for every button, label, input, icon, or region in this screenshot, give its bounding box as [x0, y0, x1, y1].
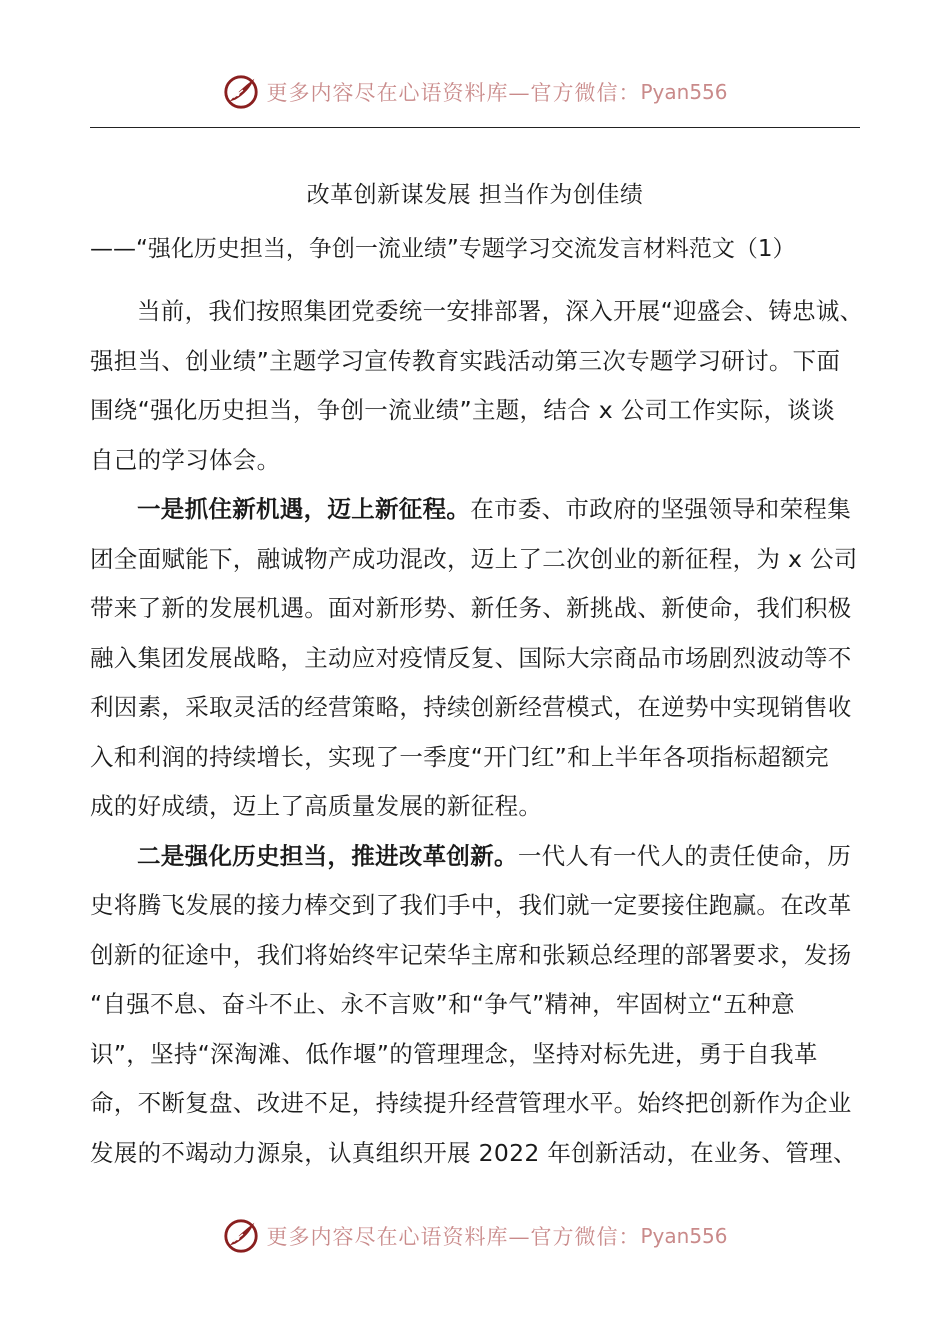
paragraph-second-point [90, 832, 860, 1179]
quill-logo-icon [222, 1217, 260, 1255]
document-title: 改革创新谋发展 担当作为创佳绩 [306, 182, 644, 208]
text-line [90, 980, 860, 1030]
line-text: 创新的征途中，我们将始终牢记荣华主席和张颖总经理的部署要求，发扬 [90, 940, 852, 969]
paragraph-first-point [90, 485, 860, 832]
line-text: 强担当、创业绩”主题学习宣传教育实践活动第三次专题学习研讨。下面 [90, 346, 841, 375]
footer-banner-text: 更多内容尽在心语资料库—官方微信： [266, 1225, 641, 1249]
text-line [90, 1079, 860, 1129]
line-text: 融入集团发展战略，主动应对疫情反复、国际大宗商品市场剧烈波动等不 [90, 643, 852, 672]
header-banner [0, 72, 950, 112]
text-line [90, 881, 860, 931]
header-banner-text: 更多内容尽在心语资料库—官方微信： [266, 81, 641, 105]
text-line [90, 931, 860, 981]
line-text: 发展的不竭动力源泉，认真组织开展 2022 年创新活动，在业务、管理、 [90, 1138, 857, 1167]
text-line [90, 1129, 860, 1179]
quill-logo-icon [222, 73, 260, 111]
text-line [90, 832, 860, 882]
line-text: 入和利润的持续增长，实现了一季度“开门红”和上半年各项指标超额完 [90, 742, 829, 771]
line-text: 当前，我们按照集团党委统一安排部署，深入开展“迎盛会、铸忠诚、 [137, 297, 864, 325]
paragraph-lead: 一是抓住新机遇，迈上新征程。 [137, 495, 471, 523]
line-text: 团全面赋能下，融诚物产成功混改，迈上了二次创业的新征程，为 x 公司 [90, 544, 858, 573]
text-line [90, 535, 860, 585]
text-line [90, 683, 860, 733]
line-text: 一代人有一代人的责任使命，历 [517, 841, 852, 870]
footer-banner-code: Pyan556 [640, 1224, 728, 1248]
text-line [90, 1030, 860, 1080]
text-line [90, 436, 860, 486]
line-text: “自强不息、奋斗不止、永不言败”和“争气”精神，牢固树立“五种意 [90, 990, 795, 1018]
text-line [90, 287, 864, 337]
header-banner-code: Pyan556 [640, 80, 728, 104]
paragraph-lead: 二是强化历史担当，推进改革创新。 [137, 841, 518, 870]
line-text: 命，不断复盘、改进不足，持续提升经营管理水平。始终把创新作为企业 [90, 1089, 852, 1117]
text-line [90, 634, 860, 684]
header-divider [90, 127, 860, 128]
text-line [90, 485, 860, 535]
line-text: 利因素，采取灵活的经营策略，持续创新经营模式，在逆势中实现销售收 [90, 693, 852, 721]
document-body [90, 287, 864, 1178]
text-line [90, 584, 860, 634]
line-text: 围绕“强化历史担当，争创一流业绩”主题，结合 x 公司工作实际，谈谈 [90, 396, 835, 424]
line-text: 在市委、市政府的坚强领导和荣程集 [470, 495, 852, 523]
line-text: 史将腾飞发展的接力棒交到了我们手中，我们就一定要接住跑赢。在改革 [90, 891, 852, 919]
text-line [90, 337, 860, 387]
document-subtitle: ——“强化历史担当，争创一流业绩”专题学习交流发言材料范文（1） [90, 236, 796, 262]
footer-banner [0, 1216, 950, 1256]
text-line [90, 782, 860, 832]
line-text: 识”，坚持“深淘滩、低作堰”的管理理念，坚持对标先进，勇于自我革 [90, 1039, 818, 1068]
text-line [90, 386, 860, 436]
paragraph-intro [90, 287, 864, 485]
line-text: 成的好成绩，迈上了高质量发展的新征程。 [90, 792, 543, 820]
line-text: 自己的学习体会。 [90, 445, 281, 474]
line-text: 带来了新的发展机遇。面对新形势、新任务、新挑战、新使命，我们积极 [90, 594, 852, 622]
text-line [90, 733, 860, 783]
